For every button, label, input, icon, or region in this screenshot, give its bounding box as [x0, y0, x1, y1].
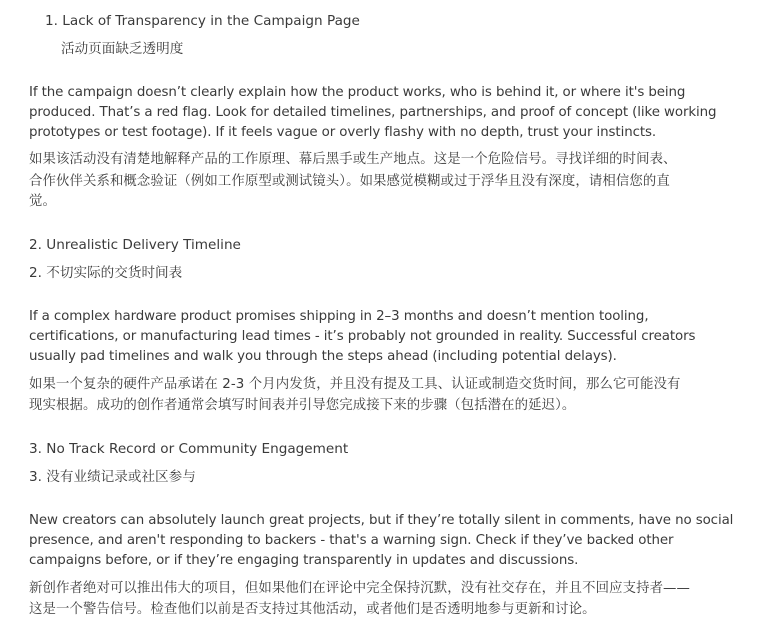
- section-3-paragraph-line: presence, and aren't responding to backers - that's a warning sign. Check if they’ve backed other: [29, 533, 674, 548]
- section-1-paragraph-line: If the campaign doesn’t clearly explain how the product works, who is behind it, or where it's being: [29, 85, 686, 100]
- section-1-paragraph-zh-line: 如果该活动没有清楚地解释产品的工作原理、幕后黑手或生产地点。这是一个危险信号。寻找详细的时间表、: [29, 152, 677, 167]
- section-2-paragraph-line: usually pad timelines and walk you through the steps ahead (including potential delays).: [29, 349, 617, 364]
- section-2-paragraph-zh-line: 现实根据。成功的创作者通常会填写时间表并引导您完成接下来的步骤（包括潜在的延迟）。: [29, 398, 576, 413]
- section-2-paragraph-zh-line: 如果一个复杂的硬件产品承诺在 2-3 个月内发货，并且没有提及工具、认证或制造交货时间，那么它可能没有: [29, 377, 681, 392]
- section-1-paragraph-zh-line: 合作伙伴关系和概念验证（例如工作原型或测试镜头）。如果感觉模糊或过于浮华且没有深度，请相信您的直: [29, 174, 670, 189]
- section-1-paragraph-line: produced. That’s a red flag. Look for detailed timelines, partnerships, and proof of concept (like working: [29, 105, 717, 120]
- section-1-heading: 1. Lack of Transparency in the Campaign Page: [45, 13, 360, 29]
- section-1-paragraph-line: prototypes or test footage). If it feels vague or overly flashy with no depth, trust your instincts.: [29, 125, 657, 140]
- section-3-heading-zh: 3. 没有业绩记录或社区参与: [29, 469, 196, 485]
- section-3-heading: 3. No Track Record or Community Engagement: [29, 441, 349, 457]
- section-3-paragraph-line: New creators can absolutely launch great projects, but if they’re totally silent in comments, have no social: [29, 513, 734, 528]
- section-1-heading-zh: 活动页面缺乏透明度: [61, 41, 184, 57]
- section-3-paragraph-line: campaigns before, or if they’re engaging transparently in updates and discussions.: [29, 553, 579, 568]
- section-3-paragraph-zh-line: 这是一个警告信号。检查他们以前是否支持过其他活动，或者他们是否透明地参与更新和讨论。: [29, 602, 596, 617]
- section-2-paragraph-line: certifications, or manufacturing lead times - it’s probably not grounded in reality. Successful creators: [29, 329, 696, 344]
- section-2-heading-zh: 2. 不切实际的交货时间表: [29, 265, 183, 281]
- section-1-paragraph-zh-line: 觉。: [29, 194, 56, 209]
- section-2-heading: 2. Unrealistic Delivery Timeline: [29, 237, 241, 253]
- section-3-paragraph-zh-line: 新创作者绝对可以推出伟大的项目，但如果他们在评论中完全保持沉默，没有社交存在，并且不回应支持者——: [29, 581, 691, 596]
- section-2-paragraph-line: If a complex hardware product promises shipping in 2–3 months and doesn’t mention tooling,: [29, 309, 649, 324]
